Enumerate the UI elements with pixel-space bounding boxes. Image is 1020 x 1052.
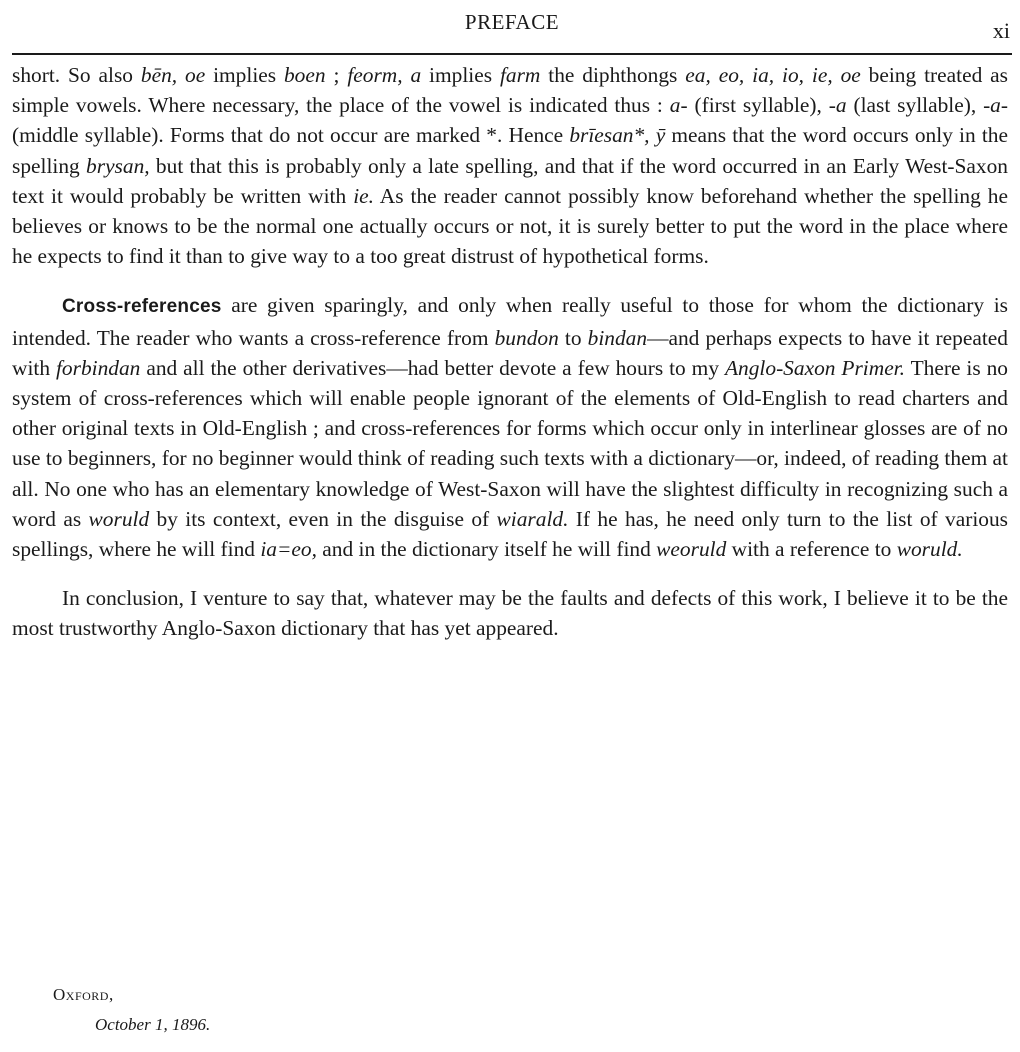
signature-place: Oxford, (53, 985, 114, 1004)
italic-term: ie. (353, 183, 374, 208)
text-span: (last syllable), (846, 93, 984, 118)
italic-term: feorm, a (347, 63, 422, 87)
text-span: and all the other derivatives—had better devote a few hours to my (140, 355, 725, 380)
text-span: to (558, 325, 588, 350)
text-span: short. So also (12, 63, 141, 87)
italic-term: weoruld (656, 537, 727, 562)
text-span: (first syllable), (687, 93, 829, 118)
text-span: are given sparingly, and only when really useful to those for whom the dictionary is intended. The reader who wants a cross-reference from (12, 293, 1008, 350)
text-span: the diphthongs (540, 63, 686, 87)
text-span: There is no system of cross-references which will enable people ignorant of the elements of Old-English to read charters and other original texts in Old-English ; and cross-references for forms which occur only in interlinear glosses are of no use to beginners, for no beginner would think of reading such texts with a dictionary—or, indeed, of reading them at all. No one who has an elementary knowledge of West-Saxon will have the slightest difficulty in recognizing such a word as (12, 355, 1008, 531)
text-span: ; (325, 63, 348, 87)
italic-term: farm (499, 63, 541, 87)
italic-term: ea, eo, ia, io, ie, oe (685, 63, 861, 87)
bold-lead-term: Cross-references (62, 296, 222, 318)
italic-term: brysan, (86, 153, 150, 178)
italic-term: -a (828, 93, 847, 118)
header-rule (12, 53, 1012, 55)
text-span: —and perhaps expects to have it repeated with (12, 325, 1008, 380)
italic-term: bindan (587, 325, 648, 350)
text-span: If he has, he need only turn to the list of various spellings, where he will find (12, 506, 1008, 562)
paragraph-vowel-notation (12, 60, 1008, 271)
page-number: xi (992, 18, 1010, 43)
italic-term: ia=eo, (260, 537, 317, 562)
italic-term: forbindan (55, 355, 141, 380)
page-header (12, 8, 1012, 50)
text-span: but that this is probably only a late spelling, and that if the word occurred in an Early West-Saxon text it would probably be written with (12, 153, 1008, 208)
signature-block (53, 980, 210, 1040)
italic-term: Anglo-Saxon Primer. (724, 355, 905, 380)
text-span: with a reference to (726, 537, 897, 562)
text-span: As the reader cannot possibly know beforehand whether the spelling he believes or knows to be the normal one actually occurs or not, it is surely better to put the word in the place where he expects to find it than to give way to a too great distrust of hypothetical forms. (12, 183, 1008, 269)
text-span: being treated as simple vowels. Where necessary, the place of the vowel is indicated thus : (12, 63, 1008, 118)
italic-term: bundon (494, 325, 559, 350)
italic-term: a- (669, 93, 688, 118)
text-span: by its context, even in the disguise of (149, 506, 497, 531)
paragraph-cross-references (12, 290, 1008, 564)
page-body (12, 60, 1008, 644)
running-title: PREFACE (464, 10, 560, 34)
italic-term: bēn, oe (140, 63, 206, 87)
signature-date: October 1, 1896. (95, 1015, 211, 1034)
text-span: implies (205, 63, 284, 87)
paragraph-conclusion: In conclusion, I venture to say that, whatever may be the faults and defects of this work, I believe it to be the most trustworthy Anglo-Saxon dictionary that has yet appeared. (12, 586, 1008, 641)
italic-term: boen (283, 63, 326, 87)
text-span: (middle syllable). Forms that do not occur are marked *. Hence (12, 123, 570, 148)
text-span: implies (421, 63, 500, 87)
italic-term: woruld. (896, 537, 963, 562)
text-span: and in the dictionary itself he will find (316, 537, 657, 562)
italic-term: wiarald. (496, 506, 569, 531)
text-span: means that the word occurs only in the spelling (12, 123, 1009, 178)
italic-term: -a- (983, 93, 1009, 118)
italic-term: brīesan*, ȳ (569, 123, 666, 148)
italic-term: woruld (88, 506, 150, 531)
